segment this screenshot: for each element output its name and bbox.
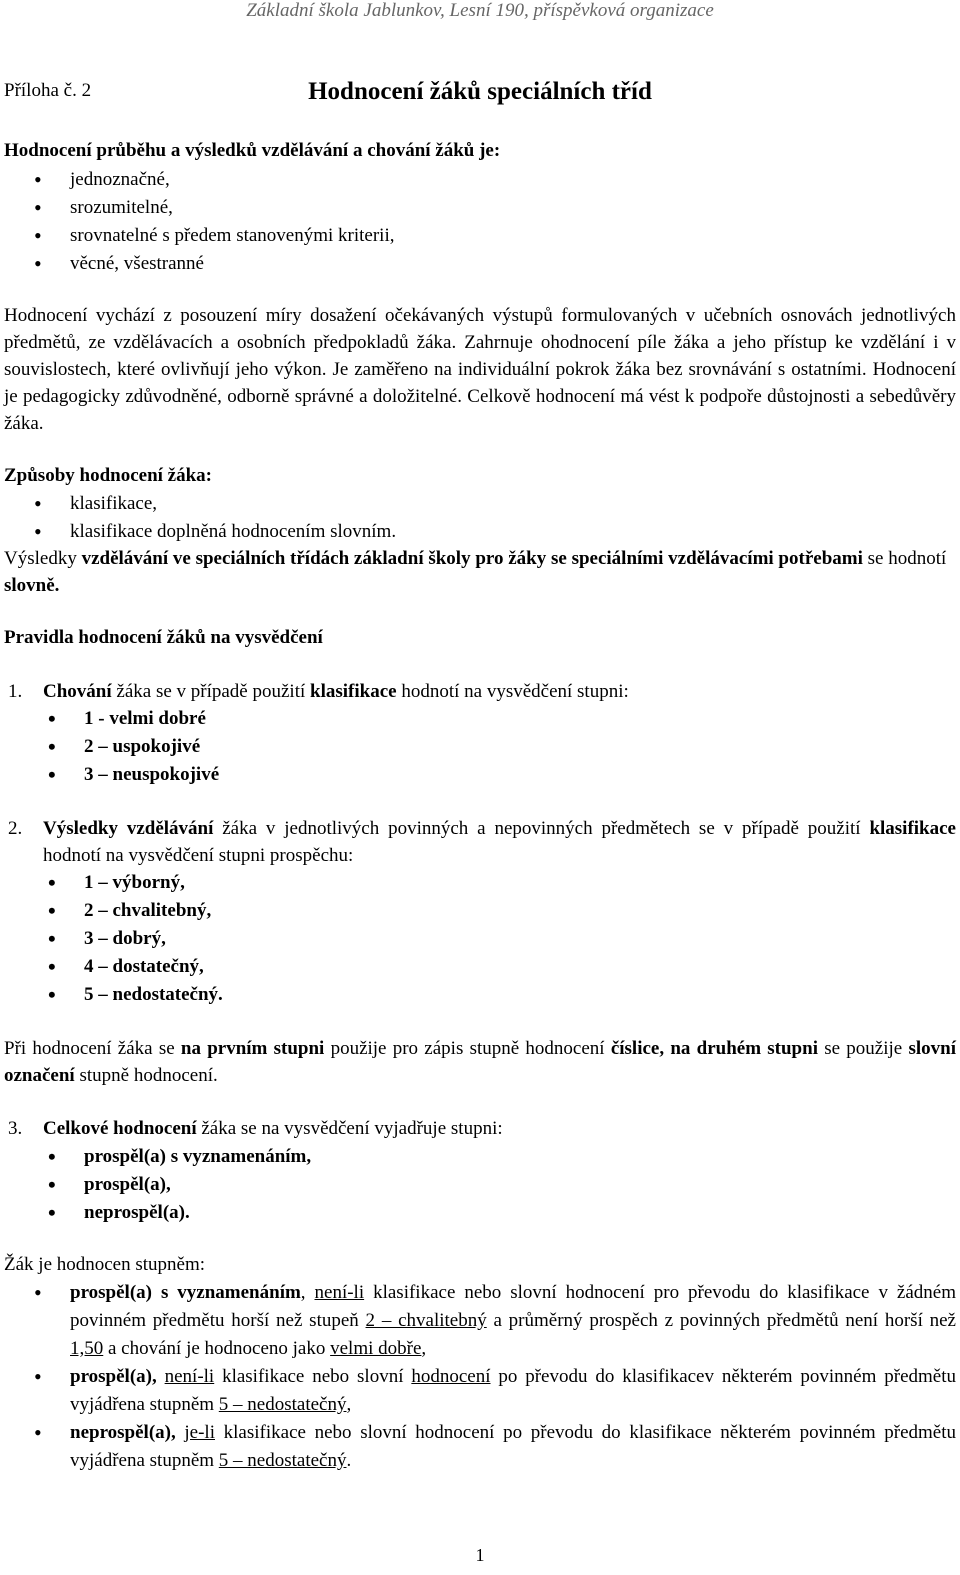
list-item: • 1 - velmi dobré xyxy=(84,705,219,733)
list-item: • neprospěl(a). xyxy=(84,1199,311,1227)
list-item: • prospěl(a), není-li klasifikace nebo slovní hodnocení po převodu do klasifikacev některém povinném předmětu vyjádřena stupněm 5 – nedostatečný, xyxy=(70,1363,956,1419)
rules-heading: Pravidla hodnocení žáků na vysvědčení xyxy=(4,627,323,648)
list-item: • věcné, všestranné xyxy=(70,250,395,278)
list-item: • jednoznačné, xyxy=(70,166,395,194)
section-3-text: Celkové hodnocení žáka se na vysvědčení vyjadřuje stupni: xyxy=(43,1118,503,1139)
title-row xyxy=(0,78,960,108)
section-2-text: Výsledky vzdělávání žáka v jednotlivých povinných a nepovinných předmětech se v případě použití klasifikace hodnotí na vysvědčení stupni prospěchu: xyxy=(43,818,956,866)
intro-heading: Hodnocení průběhu a výsledků vzdělávání a chování žáků je: xyxy=(4,140,501,161)
page-title: Hodnocení žáků speciálních tříd xyxy=(308,78,652,105)
section-number: 3. xyxy=(8,1118,23,1139)
list-item: • 2 – chvalitebný, xyxy=(84,897,223,925)
methods-heading: Způsoby hodnocení žáka: xyxy=(4,465,213,486)
overall-grades xyxy=(84,1143,311,1227)
results-paragraph: Výsledky vzdělávání ve speciálních třídách základní školy pro žáky se speciálními vzdělávacími potřebami se hodnotí slovně. xyxy=(4,548,947,596)
list-item: • neprospěl(a), je-li klasifikace nebo slovní hodnocení po převodu do klasifikace některém povinném předmětu vyjádřena stupněm 5 – nedostatečný. xyxy=(70,1419,956,1475)
list-item: • prospěl(a), xyxy=(84,1171,311,1199)
list-item: • 4 – dostatečný, xyxy=(84,953,223,981)
graded-heading: Žák je hodnocen stupněm: xyxy=(4,1254,206,1275)
section-number: 2. xyxy=(8,818,23,839)
page-header: Základní škola Jablunkov, Lesní 190, příspěvková organizace xyxy=(246,0,714,21)
list-item: • 2 – uspokojivé xyxy=(84,733,219,761)
list-item: • 1 – výborný, xyxy=(84,869,223,897)
list-item: • klasifikace, xyxy=(70,490,396,518)
list-item: • 5 – nedostatečný. xyxy=(84,981,223,1009)
section-number: 1. xyxy=(8,681,23,702)
list-item: • 3 – neuspokojivé xyxy=(84,761,219,789)
list-item: • prospěl(a) s vyznamenáním, není-li klasifikace nebo slovní hodnocení pro převodu do klasifikace v žádném povinném předmětu horší než stupeň 2 – chvalitebný a průměrný prospěch z povinných předmětů není horší než 1,50 a chování je hodnoceno jako velmi dobře, xyxy=(70,1279,956,1363)
list-item: • klasifikace doplněná hodnocením slovním. xyxy=(70,518,396,546)
result-grades xyxy=(84,869,223,1009)
list-item: • prospěl(a) s vyznamenáním, xyxy=(84,1143,311,1171)
list-item: • srozumitelné, xyxy=(70,194,395,222)
intro-paragraph: Hodnocení vychází z posouzení míry dosažení očekávaných výstupů formulovaných v učebních osnovách jednotlivých předmětů, ze vzdělávacích a osobních předpokladů žáka. Zahrnuje ohodnocení píle žáka a jeho přístup ke vzdělání i v souvislostech, které ovlivňují jeho výkon. Je zaměřeno na individuální pokrok žáka bez srovnávání s ostatními. Hodnocení je pedagogicky zdůvodněné, odborně správné a doložitelné. Celkově hodnocení má vést k podpoře důstojnosti a sebedůvěry žáka. xyxy=(4,305,956,434)
methods-list xyxy=(70,490,396,546)
list-item: • 3 – dobrý, xyxy=(84,925,223,953)
intro-list xyxy=(70,166,395,278)
section-1-text: Chování žáka se v případě použití klasifikace hodnotí na vysvědčení stupni: xyxy=(43,681,629,702)
list-item: • srovnatelné s předem stanovenými kriterii, xyxy=(70,222,395,250)
levels-paragraph: Při hodnocení žáka se na prvním stupni použije pro zápis stupně hodnocení číslice, na druhém stupni se použije slovní označení stupně hodnocení. xyxy=(4,1038,956,1086)
graded-list xyxy=(70,1279,956,1475)
attachment-label: Příloha č. 2 xyxy=(4,80,92,101)
page-number: 1 xyxy=(475,1545,485,1565)
behavior-grades xyxy=(84,705,219,789)
